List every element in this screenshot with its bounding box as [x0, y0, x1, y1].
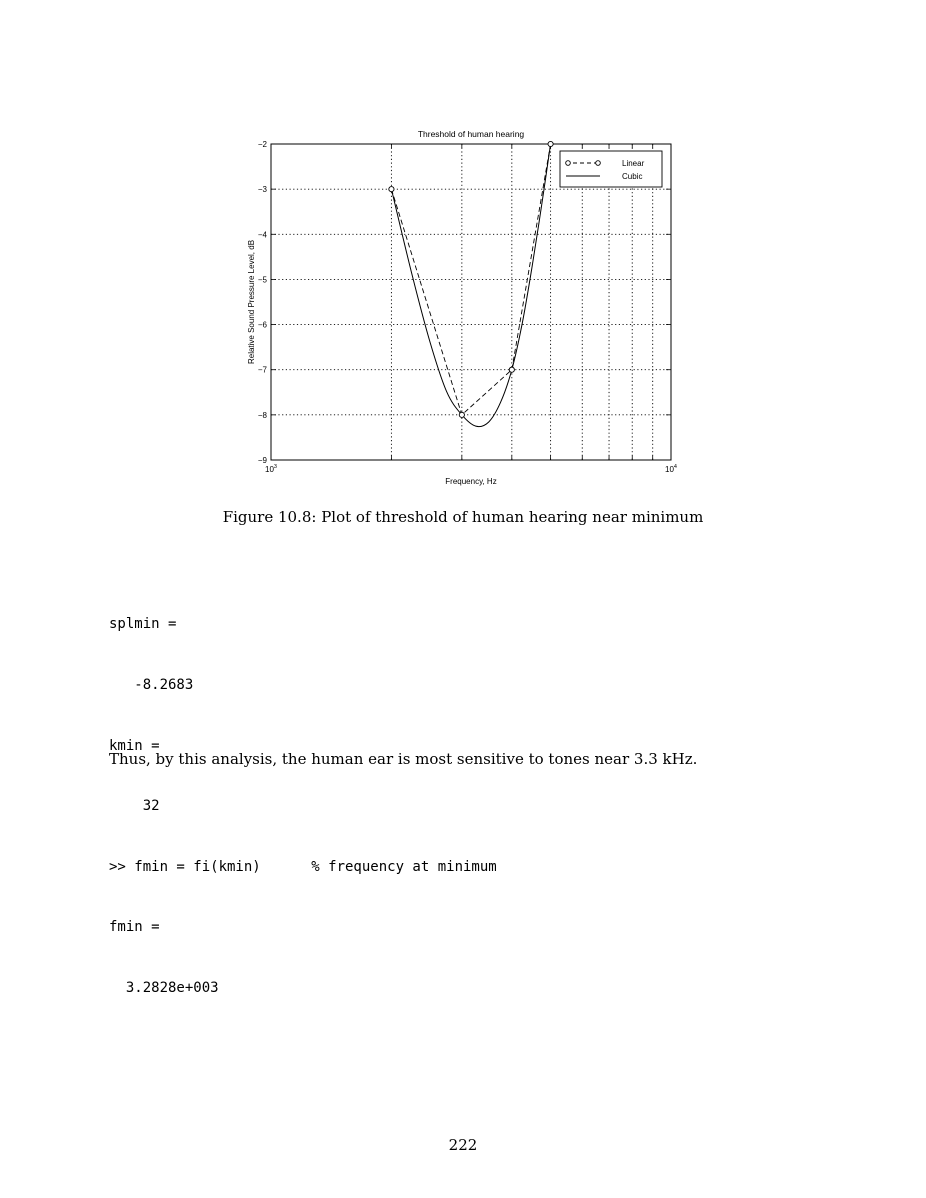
body-paragraph: Thus, by this analysis, the human ear is most sensitive to tones near 3.3 kHz. [109, 750, 698, 768]
data-point-linear [459, 412, 464, 417]
figure [230, 120, 700, 500]
y-tick-label: −6 [257, 320, 267, 330]
code-line: >> fmin = fi(kmin) % frequency at minimum [109, 858, 497, 875]
legend-marker-linear [596, 161, 601, 166]
legend-marker-linear [566, 161, 571, 166]
code-line: 32 [109, 798, 160, 815]
code-block [109, 574, 497, 1018]
code-line: splmin = [109, 616, 177, 633]
y-tick-label: −5 [257, 275, 267, 285]
plot-area [271, 144, 671, 460]
code-line: fmin = [109, 919, 160, 936]
legend-label-cubic: Cubic [622, 172, 643, 181]
page-number: 222 [448, 1136, 478, 1154]
code-line: kmin = [109, 737, 160, 754]
legend-box [560, 151, 662, 187]
y-tick-label: −9 [257, 456, 267, 465]
legend-label-linear: Linear [622, 159, 645, 168]
code-line: -8.2683 [109, 677, 194, 693]
y-tick-label: −2 [257, 140, 267, 149]
code-line: 3.2828e+003 [109, 979, 219, 996]
data-point-linear [548, 141, 553, 146]
data-point-linear [389, 187, 394, 192]
data-point-linear [509, 367, 514, 372]
threshold-chart [230, 120, 700, 500]
x-tick-label: $10^3$ [265, 464, 277, 474]
y-axis-label: Relative Sound Pressure Level, dB [247, 239, 256, 365]
x-tick-label: $10^4$ [665, 464, 677, 474]
y-tick-label: −8 [257, 410, 267, 420]
y-tick-label: −3 [257, 185, 267, 195]
y-tick-label: −7 [257, 365, 267, 375]
figure-caption: Figure 10.8: Plot of threshold of human hearing near minimum [222, 508, 704, 526]
x-axis-label: Frequency, Hz [445, 477, 497, 486]
y-tick-label: −4 [257, 230, 267, 240]
chart-title: Threshold of human hearing [417, 129, 525, 139]
